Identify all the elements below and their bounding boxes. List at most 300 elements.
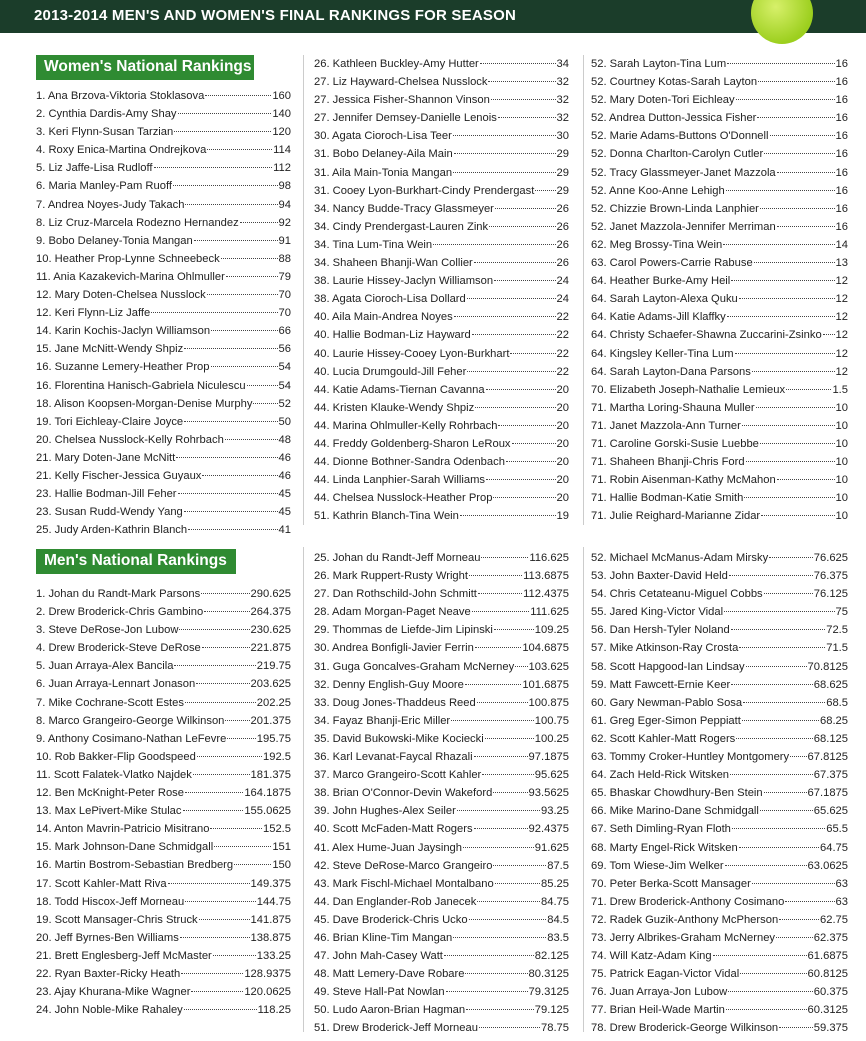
points-value: 30 (556, 130, 569, 143)
points-value: 67.8125 (807, 751, 848, 764)
ranking-entry (314, 363, 569, 381)
points-value: 19 (556, 510, 569, 523)
ranking-entry (314, 784, 569, 802)
points-value: 84.75 (541, 895, 569, 908)
points-value: 93.25 (541, 805, 569, 818)
dot-leader (770, 135, 835, 136)
dot-leader (225, 439, 278, 440)
ranking-entry (36, 250, 291, 268)
dot-leader (758, 81, 834, 82)
dot-leader (174, 131, 271, 132)
dot-leader (742, 425, 835, 426)
team-name: 55. Jared King-Victor Vidal (591, 606, 724, 619)
dot-leader (752, 371, 835, 372)
points-value: 29 (556, 184, 569, 197)
team-name: 23. Hallie Bodman-Jill Feher (36, 488, 177, 501)
dot-leader (168, 883, 250, 884)
dot-leader (225, 720, 249, 721)
team-name: 52. Courtney Kotas-Sarah Layton (591, 76, 758, 89)
ranking-entry (314, 109, 569, 127)
points-value: 120.0625 (244, 986, 291, 999)
ranking-entry (591, 621, 848, 639)
points-value: 152.5 (263, 823, 291, 836)
team-name: 52. Mary Doten-Tori Eichleay (591, 94, 735, 107)
team-name: 16. Suzanne Lemery-Heather Prop (36, 361, 210, 374)
ranking-entry (36, 893, 291, 911)
points-value: 84.5 (547, 913, 569, 926)
points-value: 56 (278, 343, 291, 356)
ranking-entry (36, 947, 291, 965)
dot-leader (726, 190, 835, 191)
team-name: 30. Agata Cioroch-Lisa Teer (314, 130, 452, 143)
dot-leader (491, 99, 556, 100)
team-name: 12. Mary Doten-Chelsea Nusslock (36, 289, 206, 302)
team-name: 21. Brett Englesberg-Jeff McMaster (36, 949, 212, 962)
points-value: 66 (278, 325, 291, 338)
dot-leader (754, 262, 835, 263)
ranking-entry (314, 507, 569, 525)
team-name: 8. Liz Cruz-Marcela Rodezno Hernandez (36, 216, 239, 229)
team-name: 11. Scott Falatek-Vlatko Najdek (36, 768, 192, 781)
team-name: 30. Andrea Bonfigli-Javier Ferrin (314, 642, 474, 655)
team-name: 35. David Bukowski-Mike Kociecki (314, 732, 484, 745)
team-name: 6. Juan Arraya-Lennart Jonason (36, 678, 196, 691)
dot-leader (746, 666, 807, 667)
dot-leader (752, 883, 835, 884)
ranking-entry (36, 358, 291, 376)
dot-leader (207, 149, 272, 150)
team-name: 25. Johan du Randt-Jeff Morneau (314, 552, 481, 564)
ranking-entry (314, 712, 569, 730)
team-name: 20. Jeff Byrnes-Ben Williams (36, 931, 179, 944)
team-name: 59. Matt Fawcett-Ernie Keer (591, 678, 731, 691)
ranking-entry (591, 893, 848, 911)
dot-leader (494, 629, 534, 630)
ranking-entry (36, 141, 291, 159)
ranking-entry (314, 983, 569, 1001)
points-value: 219.75 (256, 660, 291, 673)
ranking-entry (36, 467, 291, 485)
ranking-entry (591, 145, 848, 163)
dot-leader (453, 937, 546, 938)
ranking-entry (36, 413, 291, 431)
team-name: 11. Ania Kazakevich-Marina Ohlmuller (36, 270, 225, 283)
points-value: 70 (278, 289, 291, 302)
team-name: 52. Sarah Layton-Tina Lum (591, 58, 727, 70)
points-value: 120 (272, 126, 291, 139)
dot-leader (472, 334, 556, 335)
points-value: 16 (835, 202, 848, 215)
ranking-entry (36, 123, 291, 141)
ranking-entry (36, 802, 291, 820)
team-name: 53. John Baxter-David Held (591, 570, 728, 583)
women-heading-label: Women's National Rankings (44, 58, 252, 75)
points-value: 93.5625 (528, 787, 569, 800)
ranking-entry (36, 268, 291, 286)
points-value: 16 (835, 94, 848, 107)
points-value: 26 (556, 238, 569, 251)
team-name: 71. Hallie Bodman-Katie Smith (591, 492, 744, 505)
dot-leader (498, 425, 555, 426)
ranking-entry (314, 1019, 569, 1037)
points-value: 20 (556, 474, 569, 487)
ranking-entry (591, 694, 848, 712)
team-name: 33. Doug Jones-Thaddeus Reed (314, 696, 476, 709)
dot-leader (457, 810, 540, 811)
ranking-entry (591, 381, 848, 399)
team-name: 14. Anton Mavrin-Patricio Misitrano (36, 823, 210, 836)
points-value: 22 (556, 329, 569, 342)
men-rank-column (36, 585, 291, 1019)
points-value: 13 (835, 257, 848, 270)
dot-leader (191, 991, 243, 992)
page-title: 2013-2014 MEN'S AND WOMEN'S FINAL RANKINGS FOR SEASON (34, 7, 516, 24)
points-value: 54 (278, 361, 291, 374)
dot-leader (151, 312, 277, 313)
ranking-entry (591, 236, 848, 254)
points-value: 65.625 (813, 805, 848, 818)
team-name: 23. Susan Rudd-Wendy Yang (36, 506, 183, 519)
dot-leader (776, 937, 813, 938)
team-name: 52. Anne Koo-Anne Lehigh (591, 184, 725, 197)
dot-leader (185, 901, 256, 902)
team-name: 18. Alison Koopsen-Morgan-Denise Murphy (36, 397, 253, 410)
points-value: 12 (835, 311, 848, 324)
points-value: 20 (556, 437, 569, 450)
points-value: 41 (278, 524, 291, 537)
dot-leader (777, 226, 835, 227)
team-name: 52. Donna Charlton-Carolyn Cutler (591, 148, 764, 161)
ranking-entry (314, 290, 569, 308)
dot-leader (498, 117, 556, 118)
team-name: 40. Lucia Drumgould-Jill Feher (314, 365, 467, 378)
ranking-entry (314, 236, 569, 254)
ranking-entry (591, 127, 848, 145)
ranking-entry (314, 254, 569, 272)
dot-leader (724, 611, 834, 612)
ranking-entry (314, 73, 569, 91)
team-name: 5. Juan Arraya-Alex Bancila (36, 660, 174, 673)
team-name: 49. Steve Hall-Pat Nowlan (314, 986, 445, 999)
ranking-entry (314, 381, 569, 399)
ranking-entry (591, 929, 848, 947)
dot-leader (433, 244, 555, 245)
points-value: 10 (835, 419, 848, 432)
points-value: 12 (835, 293, 848, 306)
dot-leader (466, 1009, 534, 1010)
team-name: 24. John Noble-Mike Rahaley (36, 1004, 183, 1017)
ranking-entry (36, 657, 291, 675)
points-value: 10 (835, 401, 848, 414)
points-value: 20 (556, 383, 569, 396)
ranking-entry (314, 435, 569, 453)
ranking-entry (314, 308, 569, 326)
team-name: 37. Marco Grangeiro-Scott Kahler (314, 769, 482, 782)
ranking-entry (591, 73, 848, 91)
dot-leader (247, 385, 278, 386)
team-name: 72. Radek Guzik-Anthony McPherson (591, 913, 779, 926)
points-value: 16 (835, 58, 848, 70)
points-value: 83.5 (547, 931, 569, 944)
men-rank-column (591, 549, 848, 1038)
tennis-ball-icon (751, 0, 813, 44)
dot-leader (234, 864, 271, 865)
team-name: 8. Marco Grangeiro-George Wilkinson (36, 714, 225, 727)
dot-leader (727, 63, 834, 64)
points-value: 112.4375 (523, 588, 569, 601)
team-name: 2. Drew Broderick-Chris Gambino (36, 606, 204, 619)
dot-leader (730, 774, 813, 775)
team-name: 4. Drew Broderick-Steve DeRose (36, 642, 201, 655)
points-value: 79.125 (534, 1004, 569, 1017)
ranking-entry (36, 675, 291, 693)
team-name: 46. Brian Kline-Tim Mangan (314, 931, 453, 944)
ranking-entry (314, 1001, 569, 1019)
ranking-entry (36, 766, 291, 784)
dot-leader (757, 117, 834, 118)
ranking-entry (314, 91, 569, 109)
ranking-entry (314, 947, 569, 965)
ranking-entry (314, 748, 569, 766)
ranking-entry (36, 983, 291, 1001)
team-name: 22. Ryan Baxter-Ricky Heath (36, 967, 181, 980)
points-value: 118.25 (257, 1004, 291, 1017)
dot-leader (184, 1009, 257, 1010)
team-name: 64. Sarah Layton-Alexa Quku (591, 293, 738, 306)
page-header (0, 0, 866, 33)
dot-leader (202, 647, 250, 648)
team-name: 31. Aila Main-Tonia Mangan (314, 166, 453, 179)
ranking-entry (591, 549, 848, 567)
ranking-entry (314, 839, 569, 857)
ranking-entry (591, 802, 848, 820)
dot-leader (494, 280, 555, 281)
ranking-entry (36, 286, 291, 304)
team-name: 17. Scott Kahler-Matt Riva (36, 877, 167, 890)
points-value: 16 (835, 130, 848, 143)
dot-leader (731, 280, 834, 281)
dot-leader (451, 720, 534, 721)
points-value: 76.375 (813, 570, 848, 583)
points-value: 32 (556, 94, 569, 107)
team-name: 64. Sarah Layton-Dana Parsons (591, 365, 751, 378)
team-name: 7. Mike Cochrane-Scott Estes (36, 696, 184, 709)
team-name: 16. Martin Bostrom-Sebastian Bredberg (36, 859, 234, 872)
team-name: 41. Alex Hume-Juan Jaysingh (314, 841, 463, 854)
dot-leader (480, 63, 556, 64)
ranking-entry (36, 820, 291, 838)
dot-leader (785, 901, 834, 902)
dot-leader (756, 407, 835, 408)
team-name: 44. Marina Ohlmuller-Kelly Rohrbach (314, 419, 498, 432)
team-name: 21. Kelly Fischer-Jessica Guyaux (36, 469, 202, 482)
ranking-entry (314, 200, 569, 218)
dot-leader (746, 461, 835, 462)
dot-leader (764, 593, 813, 594)
points-value: 88 (278, 252, 291, 265)
team-name: 38. Brian O'Connor-Devin Wakeford (314, 787, 493, 800)
ranking-entry (36, 322, 291, 340)
dot-leader (474, 828, 528, 829)
ranking-entry (591, 507, 848, 525)
ranking-entry (314, 820, 569, 838)
team-name: 38. Agata Cioroch-Lisa Dollard (314, 293, 466, 306)
dot-leader (743, 702, 825, 703)
column-divider (303, 547, 304, 1032)
ranking-entry (591, 399, 848, 417)
points-value: 24 (556, 275, 569, 288)
ranking-entry (36, 875, 291, 893)
points-value: 50 (278, 415, 291, 428)
dot-leader (475, 407, 555, 408)
team-name: 16. Florentina Hanisch-Gabriela Niculescu (36, 379, 246, 392)
dot-leader (207, 294, 278, 295)
dot-leader (736, 99, 835, 100)
ranking-entry (314, 676, 569, 694)
team-name: 5. Liz Jaffe-Lisa Rudloff (36, 162, 153, 175)
team-name: 32. Denny English-Guy Moore (314, 678, 464, 691)
ranking-entry (36, 929, 291, 947)
dot-leader (453, 172, 555, 173)
ranking-entry (591, 983, 848, 1001)
ranking-entry (36, 603, 291, 621)
team-name: 52. Chizzie Brown-Linda Lanphier (591, 202, 759, 215)
points-value: 20 (556, 456, 569, 469)
ranking-entry (591, 471, 848, 489)
team-name: 12. Keri Flynn-Liz Jaffe (36, 307, 151, 320)
dot-leader (178, 113, 272, 114)
dot-leader (196, 683, 249, 684)
team-name: 1. Johan du Randt-Mark Parsons (36, 588, 201, 600)
points-value: 10 (835, 510, 848, 523)
points-value: 155.0625 (244, 805, 291, 818)
points-value: 46 (278, 469, 291, 482)
points-value: 116.625 (529, 552, 569, 564)
points-value: 150 (272, 859, 291, 872)
team-name: 51. Kathrin Blanch-Tina Wein (314, 510, 459, 523)
ranking-entry (591, 1001, 848, 1019)
dot-leader (253, 403, 277, 404)
points-value: 76.125 (813, 588, 848, 601)
ranking-entry (314, 694, 569, 712)
dot-leader (463, 847, 534, 848)
points-value: 79 (278, 270, 291, 283)
ranking-entry (314, 471, 569, 489)
ranking-entry (591, 839, 848, 857)
team-name: 31. Guga Goncalves-Graham McNerney (314, 660, 515, 673)
points-value: 109.25 (534, 624, 569, 637)
dot-leader (495, 883, 540, 884)
ranking-entry (314, 658, 569, 676)
dot-leader (454, 316, 556, 317)
ranking-entry (36, 965, 291, 983)
points-value: 12 (835, 275, 848, 288)
ranking-entry (591, 55, 848, 73)
team-name: 26. Kathleen Buckley-Amy Hutter (314, 58, 479, 70)
ranking-entry (591, 639, 848, 657)
dot-leader (482, 774, 534, 775)
points-value: 82.125 (534, 950, 569, 963)
points-value: 22 (556, 365, 569, 378)
points-value: 62.75 (820, 913, 848, 926)
points-value: 54 (278, 379, 291, 392)
points-value: 14 (835, 238, 848, 251)
ranking-entry (591, 1019, 848, 1037)
ranking-entry (314, 145, 569, 163)
points-value: 65.5 (826, 823, 848, 836)
ranking-entry (591, 489, 848, 507)
dot-leader (446, 991, 528, 992)
dot-leader (154, 167, 273, 168)
dot-leader (226, 276, 278, 277)
ranking-entry (314, 802, 569, 820)
team-name: 57. Mike Atkinson-Ray Crosta (591, 642, 739, 655)
team-name: 64. Zach Held-Rick Witsken (591, 769, 730, 782)
points-value: 10 (835, 492, 848, 505)
team-name: 71. Martha Loring-Shauna Muller (591, 401, 755, 414)
dot-leader (769, 557, 813, 558)
ranking-entry (591, 947, 848, 965)
dot-leader (460, 515, 556, 516)
ranking-entry (36, 712, 291, 730)
team-name: 74. Will Katz-Adam King (591, 950, 712, 963)
points-value: 181.375 (250, 768, 291, 781)
points-value: 67.1875 (807, 787, 848, 800)
ranking-entry (591, 603, 848, 621)
team-name: 27. Jessica Fisher-Shannon Vinson (314, 94, 490, 107)
dot-leader (202, 475, 277, 476)
points-value: 60.3125 (807, 1004, 848, 1017)
ranking-entry (36, 177, 291, 195)
team-name: 63. Carol Powers-Carrie Rabuse (591, 257, 753, 270)
points-value: 16 (835, 76, 848, 89)
dot-leader (240, 222, 278, 223)
dot-leader (760, 443, 835, 444)
dot-leader (213, 955, 256, 956)
dot-leader (185, 702, 256, 703)
team-name: 56. Dan Hersh-Tyler Noland (591, 624, 730, 637)
team-name: 71. Julie Reighard-Marianne Zidar (591, 510, 761, 523)
dot-leader (486, 389, 556, 390)
dot-leader (472, 611, 530, 612)
men-rank-column (314, 549, 569, 1038)
points-value: 1.5 (832, 383, 848, 396)
team-name: 52. Michael McManus-Adam Mirsky (591, 552, 769, 564)
dot-leader (469, 575, 522, 576)
dot-leader (744, 497, 834, 498)
dot-leader (760, 810, 813, 811)
dot-leader (488, 81, 555, 82)
points-value: 61.6875 (807, 950, 848, 963)
points-value: 20 (556, 492, 569, 505)
points-value: 202.25 (256, 696, 291, 709)
points-value: 203.625 (250, 678, 291, 691)
points-value: 72.5 (826, 624, 848, 637)
team-name: 20. Chelsea Nusslock-Kelly Rohrbach (36, 433, 224, 446)
points-value: 87.5 (547, 859, 569, 872)
ranking-entry (36, 694, 291, 712)
team-name: 52. Janet Mazzola-Jennifer Merriman (591, 220, 776, 233)
points-value: 60.8125 (807, 968, 848, 981)
ranking-entry (591, 784, 848, 802)
ranking-entry (36, 748, 291, 766)
team-name: 40. Scott McFaden-Matt Rogers (314, 823, 473, 836)
points-value: 128.9375 (244, 967, 291, 980)
dot-leader (486, 479, 556, 480)
dot-leader (221, 258, 278, 259)
ranking-entry (591, 417, 848, 435)
points-value: 149.375 (250, 877, 291, 890)
